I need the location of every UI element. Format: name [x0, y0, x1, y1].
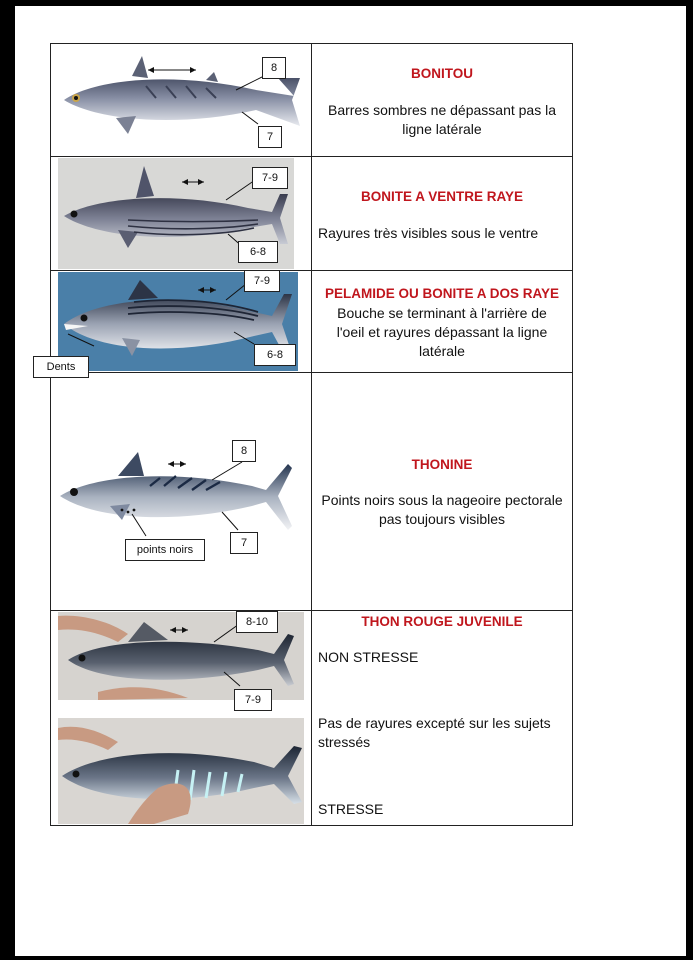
row-divider-2 — [50, 270, 573, 271]
bonitou-dorsal-count-label: 8 — [262, 57, 286, 79]
bonite-ventre-anal-count-label: 6-8 — [238, 241, 278, 263]
thonine-anal-count-label: 7 — [230, 532, 258, 554]
row-divider-4 — [50, 610, 573, 611]
table-border-right — [572, 43, 573, 826]
bonite-ventre-raye-title: BONITE A VENTRE RAYE — [360, 189, 524, 204]
pelamide-anal-count-label: 6-8 — [254, 344, 296, 366]
thon-rouge-stresse-label: STRESSE — [318, 801, 384, 817]
pelamide-teeth-label: Dents — [33, 356, 89, 378]
thon-rouge-stresse-image — [58, 718, 304, 824]
thon-rouge-anal-count-label: 7-9 — [234, 689, 272, 711]
table-border-bottom — [50, 825, 573, 826]
bonite-ventre-raye-description: Rayures très visibles sous le ventre — [318, 225, 539, 241]
pelamide-description: Bouche se terminant à l'arrière de l'oeil et rayures dépassant la ligne latérale — [336, 305, 548, 359]
table-border-top — [50, 43, 573, 44]
thonine-dorsal-count-label: 8 — [232, 440, 256, 462]
pelamide-dorsal-count-label: 7-9 — [244, 270, 280, 292]
table-border-left — [50, 43, 51, 826]
thonine-fish-image — [56, 440, 300, 538]
row-divider-1 — [50, 156, 573, 157]
bonitou-title: BONITOU — [410, 66, 473, 81]
row-divider-3 — [50, 372, 573, 373]
thonine-title: THONINE — [411, 457, 473, 472]
thonine-description: Points noirs sous la nageoire pectorale pas toujours visibles — [321, 492, 563, 527]
thonine-black-spots-label: points noirs — [125, 539, 205, 561]
bonitou-description: Barres sombres ne dépassant pas la ligne latérale — [327, 102, 556, 137]
thon-rouge-dorsal-count-label: 8-10 — [236, 611, 278, 633]
bonite-ventre-dorsal-count-label: 7-9 — [252, 167, 288, 189]
pelamide-title: PELAMIDE OU BONITE A DOS RAYE — [324, 286, 560, 301]
table-column-divider — [311, 43, 312, 826]
thon-rouge-non-stresse-label: NON STRESSE — [318, 649, 419, 665]
thon-rouge-title: THON ROUGE JUVENILE — [361, 614, 523, 629]
thon-rouge-description: Pas de rayures excepté sur les sujets stressés — [318, 715, 551, 750]
bonitou-anal-count-label: 7 — [258, 126, 282, 148]
